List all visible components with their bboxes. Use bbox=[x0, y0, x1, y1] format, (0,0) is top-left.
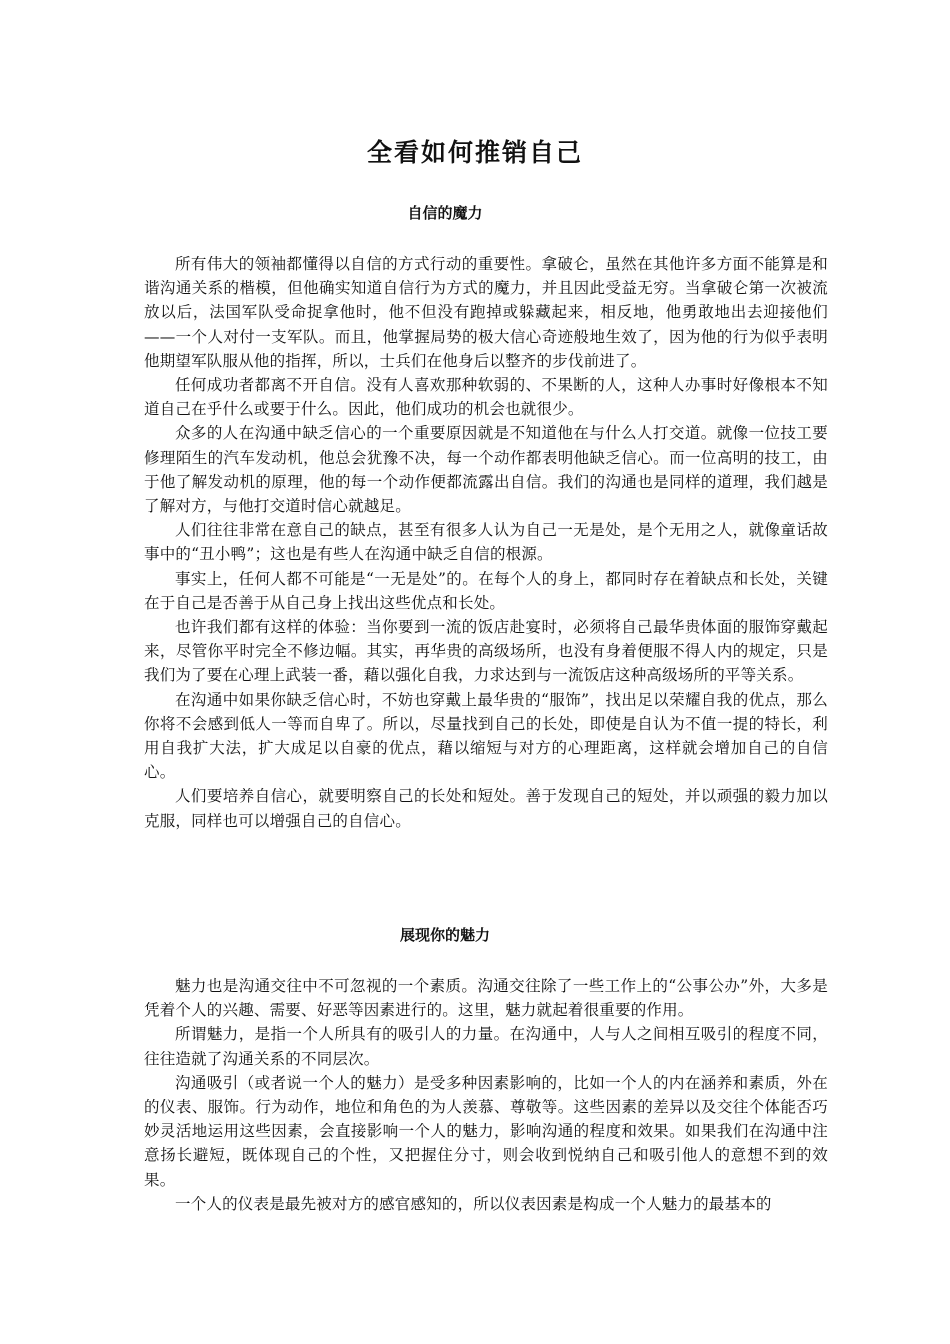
section-heading-charm: 展现你的魅力 bbox=[399, 926, 490, 944]
paragraph: 在沟通中如果你缺乏信心时，不妨也穿戴上最华贵的“服饰”，找出足以荣耀自我的优点，那么你将不会感到低人一等而自卑了。所以，尽量找到自己的长处，即使是自认为不值一提的特长，利用自我扩大法，扩大成足以自豪的优点，藉以缩短与对方的心理距离，这样就会增加自己的自信心。 bbox=[144, 690, 828, 782]
paragraph: 任何成功者都离不开自信。没有人喜欢那种软弱的、不果断的人，这种人办事时好像根本不知道自己在乎什么或要于什么。因此，他们成功的机会也就很少。 bbox=[144, 376, 828, 419]
section-heading-confidence: 自信的魔力 bbox=[407, 204, 483, 222]
paragraph: 众多的人在沟通中缺乏信心的一个重要原因就是不知道他在与什么人打交道。就像一位技工要修理陌生的汽车发动机，他总会犹豫不决，每一个动作都表明他缺乏信心。而一位高明的技工，由于他了解发动机的原理，他的每一个动作便都流露出自信。我们的沟通也是同样的道理，我们越是了解对方，与他打交道时信心就越足。 bbox=[144, 424, 828, 516]
paragraph: 魅力也是沟通交往中不可忽视的一个素质。沟通交往除了一些工作上的“公事公办”外，大多是凭着个人的兴趣、需要、好恶等因素进行的。这里，魅力就起着很重要的作用。 bbox=[144, 977, 828, 1020]
paragraph: 人们往往非常在意自己的缺点，甚至有很多人认为自己一无是处，是个无用之人，就像童话故事中的“丑小鸭”；这也是有些人在沟通中缺乏自信的根源。 bbox=[144, 521, 828, 564]
document-title: 全看如何推销自己 bbox=[366, 138, 583, 167]
paragraph: 事实上，任何人都不可能是“一无是处”的。在每个人的身上，都同时存在着缺点和长处，关键在于自己是否善于从自己身上找出这些优点和长处。 bbox=[144, 569, 828, 612]
paragraph: 所有伟大的领袖都懂得以自信的方式行动的重要性。拿破仑，虽然在其他许多方面不能算是和谐沟通关系的楷模，但他确实知道自信行为方式的魔力，并且因此受益无穷。当拿破仑第一次被流放以后，法国军队受命捉拿他时，他不但没有跑掉或躲藏起来，相反地，他勇敢地出去迎接他们——一个人对付一支军队。而且，他掌握局势的极大信心奇迹般地生效了，因为他的行为似乎表明他期望军队服从他的指挥，所以，士兵们在他身后以整齐的步伐前进了。 bbox=[144, 255, 828, 370]
paragraph: 沟通吸引（或者说一个人的魅力）是受多种因素影响的，比如一个人的内在涵养和素质，外在的仪表、服饰。行为动作，地位和角色的为人羡慕、尊敬等。这些因素的差异以及交往个体能否巧妙灵活地运用这些因素，会直接影响一个人的魅力，影响沟通的程度和效果。如果我们在沟通中注意扬长避短，既体现自己的个性，又把握住分寸，则会收到悦纳自己和吸引他人的意想不到的效果。 bbox=[144, 1073, 828, 1189]
paragraph: 也许我们都有这样的体验：当你要到一流的饭店赴宴时，必须将自己最华贵体面的服饰穿戴起来，尽管你平时完全不修边幅。其实，再华贵的高级场所，也没有身着便服不得人内的规定，只是我们为了要在心理上武装一番，藉以强化自我，力求达到与一流饭店这种高级场所的平等关系。 bbox=[144, 618, 828, 685]
section-body-charm bbox=[144, 974, 828, 1216]
paragraph: 人们要培养自信心，就要明察自己的长处和短处。善于发现自己的短处，并以顽强的毅力加以克服，同样也可以增强自己的自信心。 bbox=[144, 787, 828, 830]
paragraph: 所谓魅力，是指一个人所具有的吸引人的力量。在沟通中，人与人之间相互吸引的程度不同，往往造就了沟通关系的不同层次。 bbox=[144, 1025, 828, 1068]
section-body-confidence bbox=[144, 252, 828, 833]
paragraph: 一个人的仪表是最先被对方的感官感知的，所以仪表因素是构成一个人魅力的最基本的 bbox=[175, 1194, 772, 1213]
